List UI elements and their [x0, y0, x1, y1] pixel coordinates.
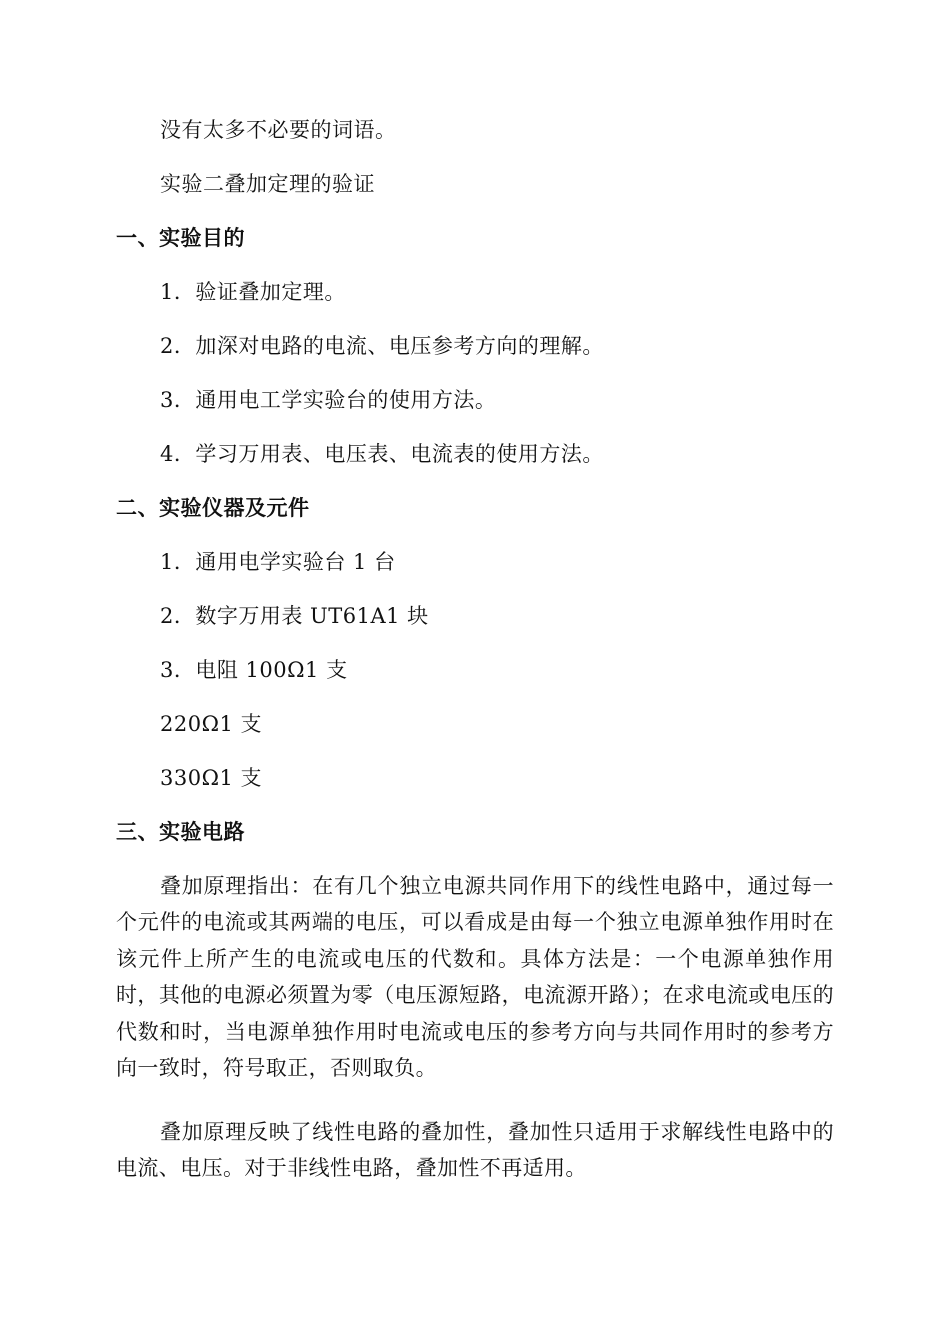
list-item: 2．数字万用表 UT61A1 块 [160, 604, 429, 628]
list-item: 3．通用电工学实验台的使用方法。 [160, 388, 497, 412]
list-item: 1．通用电学实验台 1 台 [160, 550, 396, 574]
paragraph-superposition-linearity: 叠加原理反映了线性电路的叠加性，叠加性只适用于求解线性电路中的电流、电压。对于非线性电路，叠加性不再适用。 [116, 1120, 834, 1181]
list-item: 2．加深对电路的电流、电压参考方向的理解。 [160, 334, 604, 358]
list-item: 220Ω1 支 [160, 712, 263, 736]
list-item: 4．学习万用表、电压表、电流表的使用方法。 [160, 442, 604, 466]
list-item: 1．验证叠加定理。 [160, 280, 346, 304]
paragraph-superposition-principle: 叠加原理指出：在有几个独立电源共同作用下的线性电路中，通过每一个元件的电流或其两端的电压，可以看成是由每一个独立电源单独作用时在该元件上所产生的电流或电压的代数和。具体方法是：一个电源单独作用时，其他的电源必须置为零（电压源短路，电流源开路）；在求电流或电压的代数和时，当电源单独作用时电流或电压的参考方向与共同作用时的参考方向一致时，符号取正，否则取负。 [116, 874, 834, 1081]
list-item: 330Ω1 支 [160, 766, 263, 790]
section-heading-equipment: 二、实验仪器及元件 [116, 496, 310, 520]
list-item: 3．电阻 100Ω1 支 [160, 658, 348, 682]
section-heading-purpose: 一、实验目的 [116, 226, 245, 250]
intro-line: 没有太多不必要的词语。 [160, 118, 397, 142]
section-heading-circuit: 三、实验电路 [116, 820, 245, 844]
experiment-title: 实验二叠加定理的验证 [160, 172, 375, 196]
